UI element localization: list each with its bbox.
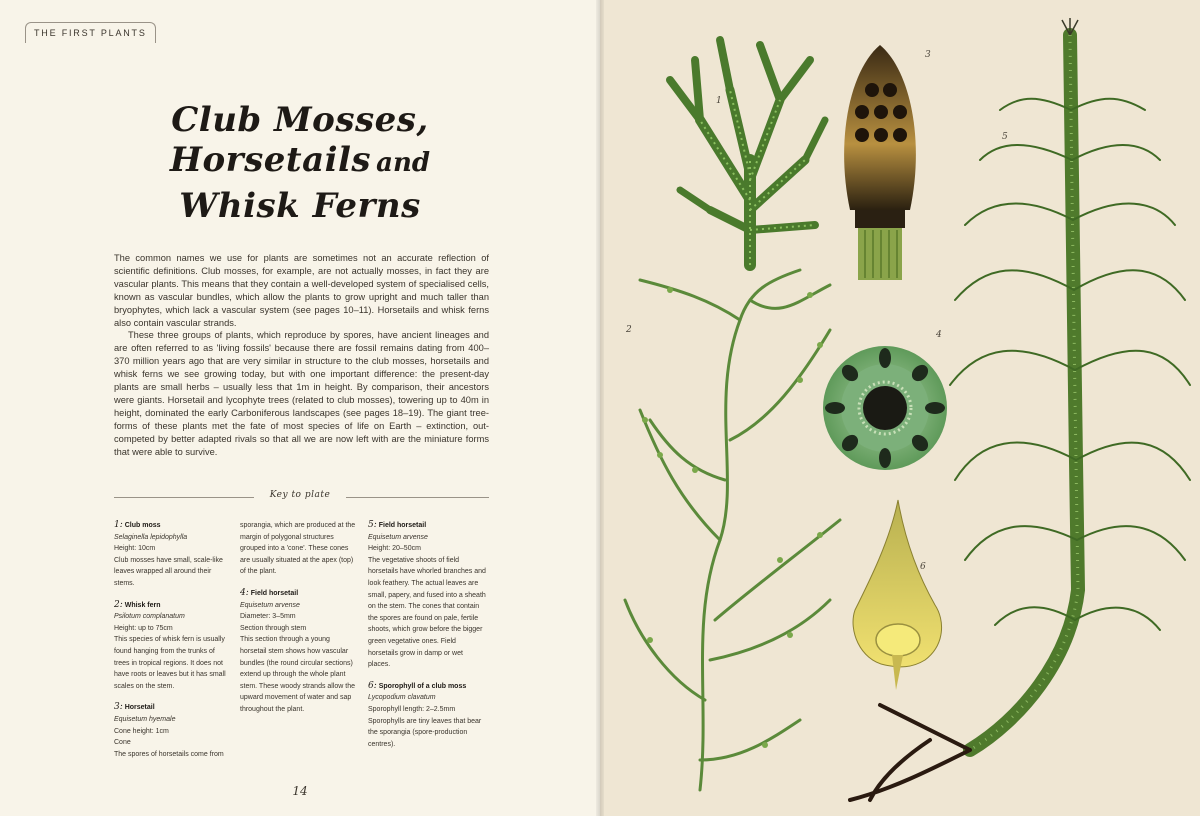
key-line: Height: up to 75cm — [114, 624, 173, 632]
key-latin: Psilotum complanatum — [114, 613, 185, 621]
key-heading: Field horsetail — [378, 522, 427, 529]
key-line: Section through stem — [240, 624, 307, 632]
key-column-3 — [368, 520, 486, 760]
key-line: The spores of horsetails come from — [114, 750, 224, 758]
key-entry-2 — [114, 600, 232, 693]
section-tab: THE FIRST PLANTS — [25, 22, 156, 43]
key-line: Club mosses have small, scale-like leaves wrapped all around their stems. — [114, 556, 223, 587]
key-number: 4: — [240, 587, 249, 598]
key-line: This species of whisk fern is usually found hanging from the trunks of trees in tropical regions. It does not have roots or leaves but it has small scales on the stem. — [114, 636, 226, 690]
key-rule-right — [346, 497, 489, 498]
title-line-3: Whisk Ferns — [179, 186, 421, 226]
key-line: sporangia, which are produced at the margin of polygonal structures grouped into a 'cone'. These cones are usually situated at the apex (top) of the plant. — [240, 522, 356, 576]
key-line: Height: 10cm — [114, 545, 156, 553]
key-line: This section through a young horsetail stem shows how vascular bundles (the round circular sections) extend up through the whole plant stem. These woody strands allow the upward movement of water and sap throughout the plant. — [240, 636, 356, 713]
key-line: Cone — [114, 739, 131, 747]
key-line: Sporophyll length: 2–2.5mm — [368, 705, 456, 713]
title-line-2-and: and — [376, 148, 431, 178]
key-line: Diameter: 3–5mm — [240, 613, 296, 621]
key-number: 6: — [368, 680, 377, 691]
whisk-fern-icon — [625, 270, 840, 790]
body-text — [114, 252, 489, 459]
key-line: Height: 20–50cm — [368, 545, 421, 553]
key-heading: Whisk fern — [124, 601, 161, 609]
page-title — [120, 100, 480, 226]
stem-section-icon — [823, 346, 947, 470]
key-heading: Horsetail — [124, 704, 155, 712]
key-latin: Equisetum hyemale — [114, 715, 176, 723]
horsetail-cone-icon — [844, 45, 916, 280]
plate-number-3: 3 — [925, 50, 931, 60]
plate-number-5: 5 — [1002, 132, 1008, 142]
key-heading: Field horsetail — [250, 589, 299, 597]
whisk-fern-sporangia — [642, 287, 823, 748]
key-line: The vegetative shoots of field horsetails have whorled branches and look feathery. The actual leaves are small, papery, and fused into a sheath on the stem. The cones that contain the spores are found on pale, fertile shoots, which grow before the bigger green vegetative ones. Field horsetails grow in damp or wet places. — [368, 556, 486, 669]
key-column-2 — [240, 520, 358, 726]
key-number: 1: — [114, 520, 123, 530]
key-entry-3-continued — [240, 520, 358, 578]
title-line-2-main: Horsetails — [169, 140, 372, 180]
botanical-plate — [600, 0, 1200, 816]
title-line-1: Club Mosses, — [171, 100, 429, 140]
plate-number-6: 6 — [920, 562, 926, 572]
sporophyll-icon — [853, 500, 942, 690]
key-heading: Sporophyll of a club moss — [378, 682, 467, 690]
club-moss-icon — [670, 40, 825, 265]
key-number: 3: — [114, 702, 123, 713]
key-column-1 — [114, 520, 232, 770]
key-latin: Equisetum arvense — [240, 601, 300, 609]
title-line-2 — [120, 140, 480, 186]
key-latin: Lycopodium clavatum — [368, 694, 436, 702]
club-moss-scales — [700, 90, 815, 265]
plate-number-1: 1 — [716, 96, 722, 106]
key-rule-left — [114, 497, 254, 498]
key-line: Cone height: 1cm — [114, 727, 169, 735]
key-entry-4 — [240, 588, 358, 716]
body-paragraph-2: These three groups of plants, which reproduce by spores, have ancient lineages and are often referred to as 'living fossils' because there are fossil remains dating from 400–370 million years ago that are very similar in structure to the club mosses, horsetails and whisk ferns we see growing today, but with one important difference: the present-day plants are small herbs – usually less that 1m in height. By comparison, their ancestors were giants. Horsetail and lycophyte trees (related to club mosses), towering up to 40m in height, dominated the early Carboniferous landscapes (see pages 18–19). The giant tree-forms of these plants met the fate of most species of life on Earth – extinction, out-competed by better adapted rivals so that all we are now left with are the miniature forms that were able to survive. — [114, 330, 489, 457]
key-number: 5: — [368, 520, 377, 530]
right-page-plate — [600, 0, 1200, 816]
key-line: Sporophylls are tiny leaves that bear the sporangia (spore-production centres). — [368, 717, 482, 748]
page-number: 14 — [292, 784, 308, 798]
key-entry-1 — [114, 520, 232, 590]
book-gutter — [596, 0, 604, 816]
body-paragraph-1: The common names we use for plants are sometimes not an accurate reflection of scientific definitions. Club mosses, for example, are not actually mosses, in fact they are vascular plants. This means that they contain a well-developed system of specialised cells, known as vascular bundles, which allow the plants to grow upright and much taller than bryophytes, which lack a vascular system (see pages 10–11). Horsetails and whisk ferns also contain vascular strands. — [114, 253, 489, 328]
key-entry-6 — [368, 681, 486, 751]
key-latin: Equisetum arvense — [368, 533, 428, 541]
key-entry-5 — [368, 520, 486, 671]
key-heading: Club moss — [124, 522, 161, 529]
key-number: 2: — [114, 599, 123, 610]
plate-number-4: 4 — [936, 330, 942, 340]
key-entry-3 — [114, 702, 232, 760]
plate-number-2: 2 — [626, 325, 632, 335]
key-title: Key to plate — [269, 490, 331, 500]
key-latin: Selaginella lepidophylla — [114, 533, 188, 541]
